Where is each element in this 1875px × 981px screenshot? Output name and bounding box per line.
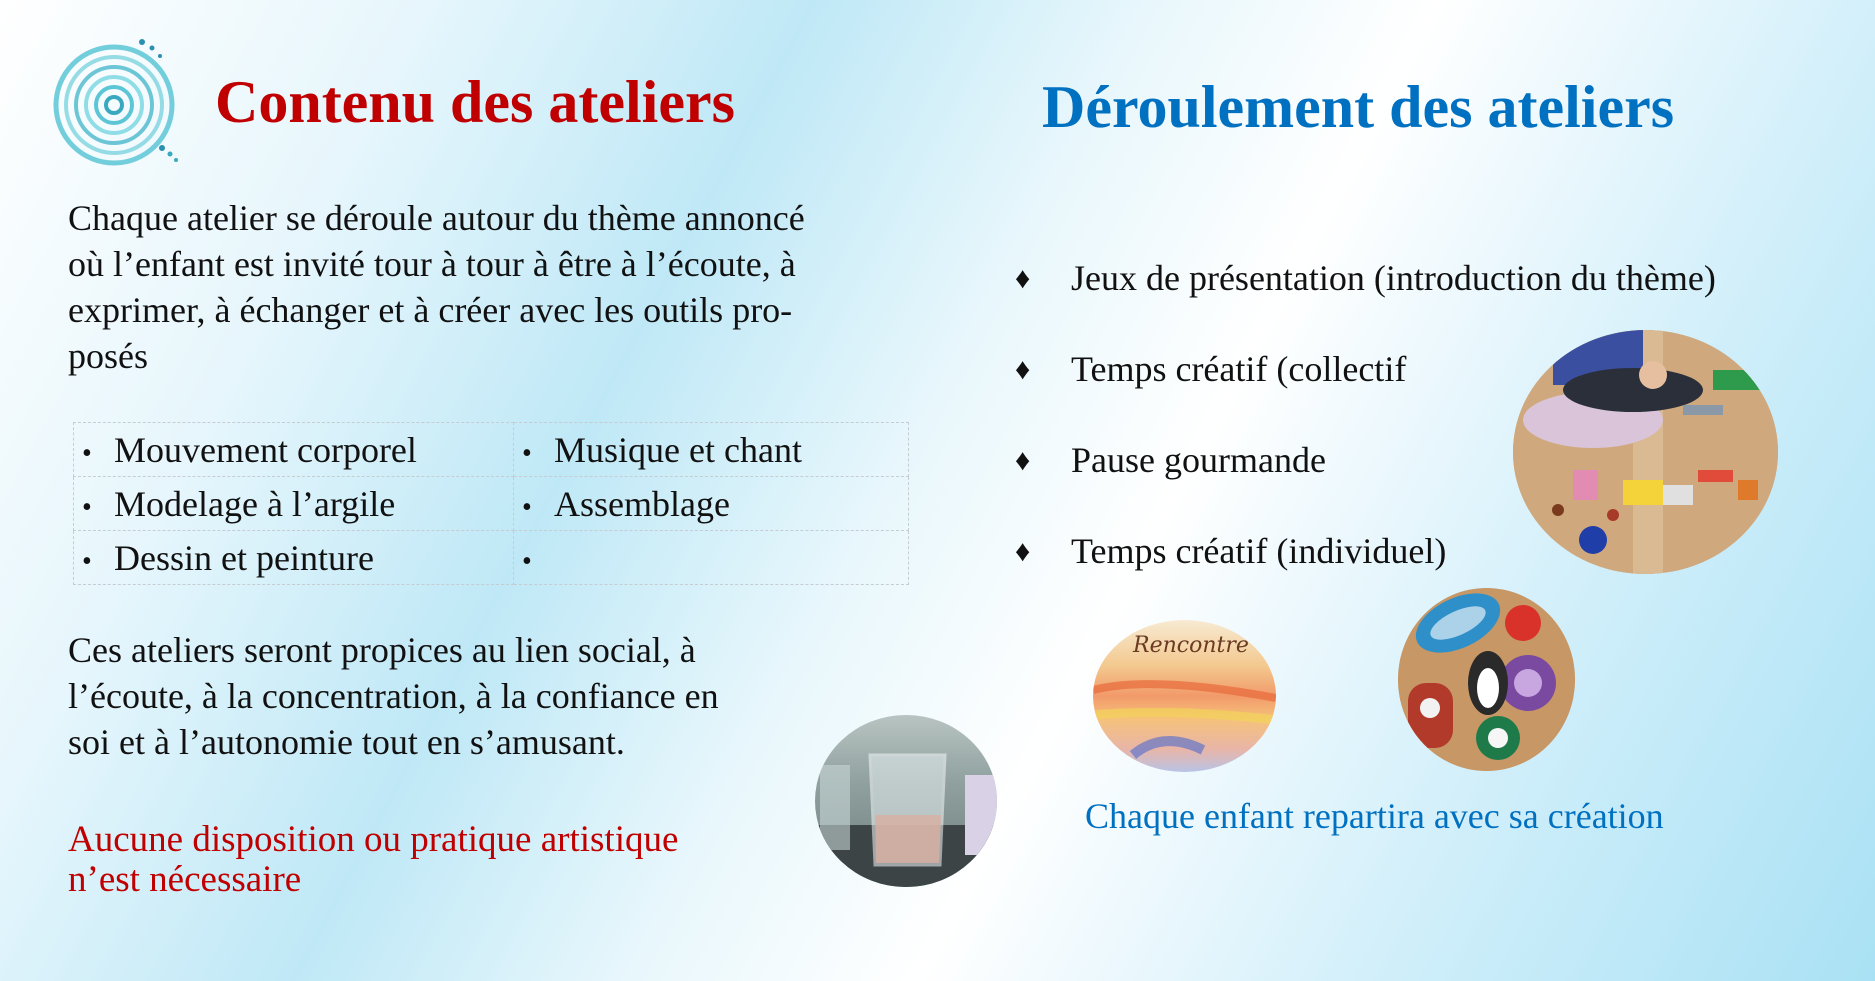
diamond-icon: ♦: [1015, 444, 1031, 477]
bullet-icon: •: [522, 491, 532, 523]
benefits-line: soi et à l’autonomie tout en s’amusant.: [68, 722, 625, 762]
intro-line: où l’enfant est invité tour à tour à être à l’écoute, à: [68, 244, 796, 284]
step-label: Jeux de présentation (introduction du thème): [1071, 258, 1716, 298]
drawing-caption: Rencontre: [1133, 633, 1249, 658]
activity-label: Musique et chant: [554, 429, 802, 470]
bullet-icon: •: [82, 545, 92, 577]
list-item: [1015, 257, 1865, 348]
right-title: Déroulement des ateliers: [1042, 74, 1675, 140]
note-line: Aucune disposition ou pratique artistique: [68, 819, 679, 860]
painted-stones-photo: [1398, 588, 1575, 771]
table-row: [74, 477, 909, 531]
benefits-line: Ces ateliers seront propices au lien social, à: [68, 630, 696, 670]
diamond-icon: ♦: [1015, 262, 1031, 295]
activity-label: Modelage à l’argile: [114, 483, 396, 524]
table-row: [74, 423, 909, 477]
intro-line: posés: [68, 336, 148, 376]
activity-label: Assemblage: [554, 483, 730, 524]
activity-cell: [514, 531, 909, 585]
bullet-icon: •: [82, 491, 92, 523]
activity-cell: [74, 531, 514, 585]
spiral-logo: [50, 30, 180, 180]
activity-label: Dessin et peinture: [114, 537, 374, 578]
step-label: Pause gourmande: [1071, 440, 1326, 480]
no-experience-note: [68, 820, 788, 900]
note-line: n’est nécessaire: [68, 859, 302, 900]
activity-label: Mouvement corporel: [114, 429, 417, 470]
step-label: Temps créatif (collectif: [1071, 349, 1407, 389]
diamond-icon: ♦: [1015, 535, 1031, 568]
activity-cell: [74, 477, 514, 531]
left-title: Contenu des ateliers: [215, 69, 735, 135]
intro-paragraph: [68, 195, 948, 379]
bullet-icon: •: [522, 545, 532, 577]
activity-cell: [514, 423, 909, 477]
bullet-icon: •: [82, 437, 92, 469]
child-playing-photo: [1513, 330, 1778, 574]
benefits-paragraph: [68, 627, 848, 765]
table-row: [74, 531, 909, 585]
diamond-icon: ♦: [1015, 353, 1031, 386]
rencontre-drawing-photo: [1093, 620, 1276, 772]
glass-photo: [815, 715, 997, 887]
intro-line: Chaque atelier se déroule autour du thème annoncé: [68, 198, 805, 238]
creation-footer: Chaque enfant repartira avec sa création: [1085, 796, 1664, 836]
activity-cell: [514, 477, 909, 531]
bullet-icon: •: [522, 437, 532, 469]
activity-cell: [74, 423, 514, 477]
step-label: Temps créatif (individuel): [1071, 531, 1447, 571]
intro-line: exprimer, à échanger et à créer avec les outils pro-: [68, 290, 793, 330]
activities-table: [73, 422, 909, 585]
benefits-line: l’écoute, à la concentration, à la confiance en: [68, 676, 719, 716]
